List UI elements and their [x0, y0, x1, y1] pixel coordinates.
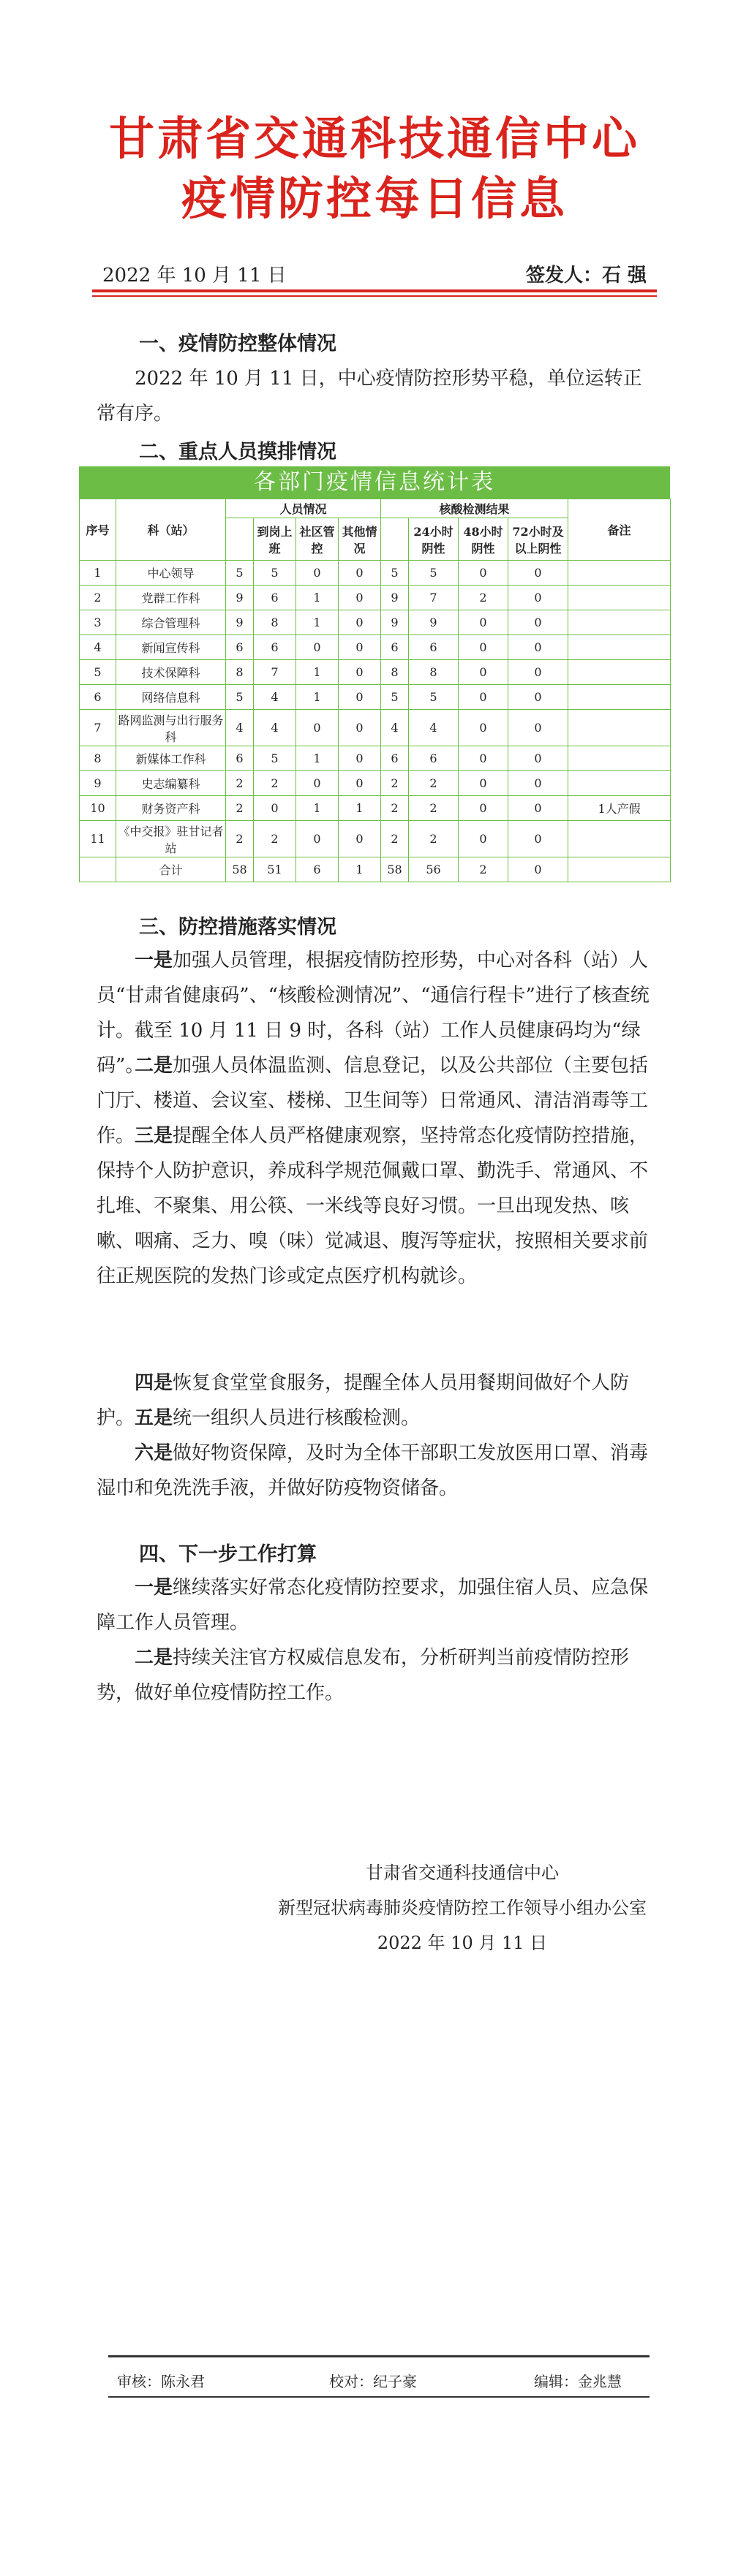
total-cell: 56 — [409, 857, 459, 882]
remark-cell — [568, 685, 671, 710]
table-cell: 1 — [296, 610, 339, 635]
paragraph-text: 做好物资保障，及时为全体干部职工发放医用口罩、消毒湿巾和免洗洗手液，并做好防疫物资储备。 — [97, 1442, 649, 1499]
paragraph-lead: 一是 — [135, 1577, 173, 1599]
footer-proofread: 校对：纪子豪 — [329, 2373, 417, 2390]
header-total-blank-2 — [381, 518, 409, 561]
red-divider-thin — [92, 295, 657, 297]
table-cell: 0 — [296, 635, 339, 660]
paragraph-lead: 三是 — [135, 1125, 173, 1147]
table-cell: 6 — [381, 746, 409, 771]
remark-cell — [568, 635, 671, 660]
table-cell: 2 — [409, 821, 459, 857]
table-cell: 4 — [381, 710, 409, 746]
table-cell: 6 — [381, 635, 409, 660]
paragraph-lead: 二是 — [135, 1647, 173, 1669]
table-cell: 5 — [381, 685, 409, 710]
table-cell: 0 — [339, 561, 381, 586]
signer: 签发人：石 强 — [525, 265, 647, 287]
table-row — [80, 685, 671, 710]
remark-cell — [568, 610, 671, 635]
table-row — [80, 821, 671, 857]
table-cell: 6 — [409, 635, 459, 660]
total-cell: 51 — [254, 857, 296, 882]
table-cell: 0 — [459, 796, 508, 821]
table-cell: 0 — [339, 685, 381, 710]
document-meta — [102, 260, 647, 289]
total-cell — [80, 857, 116, 882]
header-total-blank — [226, 518, 254, 561]
table-cell: 2 — [80, 586, 116, 610]
table-row — [80, 610, 671, 635]
header-personnel: 人员情况 — [226, 499, 381, 518]
section-1-body: 2022 年 10 月 11 日，中心疫情防控形势平稳，单位运转正常有序。 — [97, 368, 642, 425]
table-cell: 0 — [339, 771, 381, 796]
remark-cell — [568, 710, 671, 746]
table-cell: 0 — [296, 771, 339, 796]
table-cell: 11 — [80, 821, 116, 857]
table-cell: 2 — [226, 771, 254, 796]
table-cell: 0 — [508, 746, 568, 771]
table-row — [80, 796, 671, 821]
table-cell: 1 — [296, 660, 339, 685]
table-row — [80, 660, 671, 685]
dept-cell: 党群工作科 — [116, 586, 226, 610]
table-cell: 8 — [409, 660, 459, 685]
dept-cell: 《中交报》驻甘记者站 — [116, 821, 226, 857]
table-row — [80, 561, 671, 586]
document-subtitle: 疫情防控每日信息 — [181, 172, 568, 225]
header-seq: 序号 — [80, 499, 116, 561]
total-cell: 合计 — [116, 857, 226, 882]
table-cell: 0 — [508, 710, 568, 746]
table-cell: 5 — [226, 561, 254, 586]
section-3-heading: 三、防控措施落实情况 — [139, 916, 336, 939]
dept-cell: 路网监测与出行服务科 — [116, 710, 226, 746]
table-cell: 0 — [508, 660, 568, 685]
total-cell: 58 — [226, 857, 254, 882]
paragraph-text: 恢复食堂堂食服务，提醒全体人员用餐期间做好个人防护。 — [97, 1372, 630, 1429]
header-onsite: 到岗上班 — [254, 518, 296, 561]
table-cell: 0 — [296, 710, 339, 746]
dept-cell: 新闻宣传科 — [116, 635, 226, 660]
stats-table — [79, 466, 670, 882]
table-cell: 0 — [459, 685, 508, 710]
header-24h: 24小时阴性 — [409, 518, 459, 561]
footer-editor: 编辑：金兆慧 — [534, 2373, 622, 2390]
table-cell: 1 — [80, 561, 116, 586]
table-cell: 0 — [254, 796, 296, 821]
header-nucleic: 核酸检测结果 — [381, 499, 568, 518]
table-cell: 0 — [459, 635, 508, 660]
table-cell: 4 — [80, 635, 116, 660]
table-cell: 9 — [381, 586, 409, 610]
remark-cell — [568, 771, 671, 796]
paragraph-text: 继续落实好常态化疫情防控要求，加强住宿人员、应急保障工作人员管理。 — [97, 1577, 649, 1634]
red-divider — [92, 289, 657, 292]
remark-cell — [568, 561, 671, 586]
table-title: 各部门疫情信息统计表 — [79, 466, 670, 499]
signature-date: 2022 年 10 月 11 日 — [377, 1933, 548, 1953]
table-cell: 2 — [381, 771, 409, 796]
header-remark: 备注 — [568, 499, 671, 561]
header-other: 其他情况 — [339, 518, 381, 561]
table-cell: 0 — [339, 635, 381, 660]
remark-cell — [568, 660, 671, 685]
footer-review: 审核：陈永君 — [117, 2373, 205, 2390]
measure-paragraph — [97, 1640, 652, 1711]
table-cell: 9 — [80, 771, 116, 796]
table-cell: 4 — [254, 685, 296, 710]
table-cell: 10 — [80, 796, 116, 821]
table-cell: 5 — [226, 685, 254, 710]
paragraph-text: 加强人员管理，根据疫情防控形势，中心对各科（站）人员“甘肃省健康码”、“核酸检测情况”、“通信行程卡”进行了核查统计。截至 10 月 11 日 9 时，各科（站）工作人员健康码均为“绿码”。 — [97, 950, 650, 1077]
table-cell: 2 — [409, 796, 459, 821]
table-cell: 0 — [459, 660, 508, 685]
table-cell: 8 — [254, 610, 296, 635]
table-cell: 5 — [254, 561, 296, 586]
table-cell: 0 — [339, 660, 381, 685]
total-cell: 1 — [339, 857, 381, 882]
dept-cell: 新媒体工作科 — [116, 746, 226, 771]
table-cell: 0 — [508, 561, 568, 586]
table-cell: 6 — [226, 746, 254, 771]
table-cell: 5 — [80, 660, 116, 685]
table-body — [80, 561, 671, 882]
table-row — [80, 635, 671, 660]
table-cell: 9 — [409, 610, 459, 635]
paragraph-lead: 五是 — [135, 1407, 173, 1429]
table-cell: 9 — [226, 586, 254, 610]
table-cell: 7 — [254, 660, 296, 685]
total-cell — [568, 857, 671, 882]
table-cell: 3 — [80, 610, 116, 635]
dept-cell: 史志编纂科 — [116, 771, 226, 796]
remark-cell — [568, 586, 671, 610]
section-4-heading: 四、下一步工作打算 — [139, 1543, 317, 1566]
dept-cell: 网络信息科 — [116, 685, 226, 710]
table-total-row — [80, 857, 671, 882]
total-cell: 2 — [459, 857, 508, 882]
footer-divider-top — [108, 2355, 650, 2357]
header-48h: 48小时阴性 — [459, 518, 508, 561]
table-cell: 2 — [459, 586, 508, 610]
table-cell: 0 — [459, 771, 508, 796]
table-cell: 0 — [339, 746, 381, 771]
stats-grid — [79, 499, 671, 882]
table-row — [80, 710, 671, 746]
table-cell: 0 — [339, 586, 381, 610]
paragraph-text: 加强人员体温监测、信息登记，以及公共部位（主要包括门厅、楼道、会议室、楼梯、卫生间等）日常通风、清洁消毒等工作。 — [97, 1055, 649, 1147]
table-cell: 5 — [254, 746, 296, 771]
table-cell: 0 — [459, 710, 508, 746]
table-cell: 7 — [80, 710, 116, 746]
document-title: 甘肃省交通科技通信中心 — [108, 112, 640, 165]
dept-cell: 技术保障科 — [116, 660, 226, 685]
header-72h: 72小时及以上阴性 — [508, 518, 568, 561]
table-cell: 2 — [226, 821, 254, 857]
table-cell: 4 — [409, 710, 459, 746]
signature-office: 新型冠状病毒肺炎疫情防控工作领导小组办公室 — [278, 1898, 647, 1918]
table-cell: 2 — [409, 771, 459, 796]
table-cell: 2 — [381, 796, 409, 821]
total-cell: 0 — [508, 857, 568, 882]
table-cell: 0 — [339, 610, 381, 635]
paragraph-text: 持续关注官方权威信息发布，分析研判当前疫情防控形势，做好单位疫情防控工作。 — [97, 1647, 630, 1704]
table-cell: 9 — [381, 610, 409, 635]
table-cell: 2 — [254, 821, 296, 857]
table-cell: 0 — [296, 821, 339, 857]
table-cell: 7 — [409, 586, 459, 610]
table-cell: 0 — [508, 635, 568, 660]
table-cell: 8 — [80, 746, 116, 771]
paragraph-text: 提醒全体人员严格健康观察，坚持常态化疫情防控措施，保持个人防护意识，养成科学规范佩戴口罩、勤洗手、常通风、不扎堆、不聚集、用公筷、一米线等良好习惯。一旦出现发热、咳嗽、咽痛、乏力、嗅（味）觉减退、腹泻等症状，按照相关要求前往正规医院的发热门诊或定点医疗机构就诊。 — [97, 1125, 649, 1287]
section-2-heading: 二、重点人员摸排情况 — [139, 441, 336, 463]
table-cell: 2 — [381, 821, 409, 857]
table-cell: 5 — [409, 561, 459, 586]
table-cell: 0 — [508, 821, 568, 857]
table-cell: 6 — [254, 586, 296, 610]
dept-cell: 财务资产科 — [116, 796, 226, 821]
table-row — [80, 586, 671, 610]
table-cell: 0 — [459, 821, 508, 857]
header-dept: 科（站） — [116, 499, 226, 561]
table-cell: 6 — [80, 685, 116, 710]
header-community: 社区管控 — [296, 518, 339, 561]
section-1-heading: 一、疫情防控整体情况 — [139, 333, 336, 355]
table-cell: 6 — [226, 635, 254, 660]
table-cell: 2 — [254, 771, 296, 796]
measure-paragraph — [97, 1401, 652, 1436]
paragraph-lead: 一是 — [135, 950, 173, 971]
table-cell: 0 — [459, 561, 508, 586]
table-row — [80, 746, 671, 771]
table-cell: 0 — [459, 746, 508, 771]
table-cell: 0 — [296, 561, 339, 586]
dept-cell: 中心领导 — [116, 561, 226, 586]
dept-cell: 综合管理科 — [116, 610, 226, 635]
table-cell: 0 — [339, 710, 381, 746]
paragraph-lead: 二是 — [135, 1055, 173, 1077]
paragraph-lead: 六是 — [135, 1442, 173, 1464]
measure-paragraph — [97, 1436, 652, 1506]
table-cell: 6 — [254, 635, 296, 660]
measure-paragraph — [97, 1118, 652, 1294]
paragraph-text: 统一组织人员进行核酸检测。 — [173, 1407, 421, 1429]
paragraph-lead: 四是 — [135, 1372, 173, 1394]
table-cell: 8 — [381, 660, 409, 685]
table-cell: 1 — [296, 746, 339, 771]
total-cell: 58 — [381, 857, 409, 882]
remark-cell: 1人产假 — [568, 796, 671, 821]
table-cell: 6 — [409, 746, 459, 771]
table-cell: 2 — [226, 796, 254, 821]
table-cell: 0 — [339, 821, 381, 857]
table-cell: 0 — [508, 586, 568, 610]
total-cell: 6 — [296, 857, 339, 882]
table-cell: 5 — [409, 685, 459, 710]
measure-paragraph — [97, 1570, 652, 1640]
table-cell: 5 — [381, 561, 409, 586]
remark-cell — [568, 746, 671, 771]
table-cell: 4 — [254, 710, 296, 746]
remark-cell — [568, 821, 671, 857]
table-cell: 1 — [339, 796, 381, 821]
table-cell: 9 — [226, 610, 254, 635]
table-cell: 8 — [226, 660, 254, 685]
footer-divider-bottom — [108, 2396, 650, 2398]
table-cell: 1 — [296, 796, 339, 821]
table-cell: 0 — [508, 796, 568, 821]
table-cell: 0 — [508, 685, 568, 710]
table-cell: 4 — [226, 710, 254, 746]
table-cell: 0 — [459, 610, 508, 635]
table-cell: 1 — [296, 685, 339, 710]
table-cell: 0 — [508, 610, 568, 635]
table-cell: 0 — [508, 771, 568, 796]
issue-date: 2022 年 10 月 11 日 — [102, 265, 287, 287]
signature-org: 甘肃省交通科技通信中心 — [366, 1863, 559, 1883]
table-cell: 1 — [296, 586, 339, 610]
table-row — [80, 771, 671, 796]
